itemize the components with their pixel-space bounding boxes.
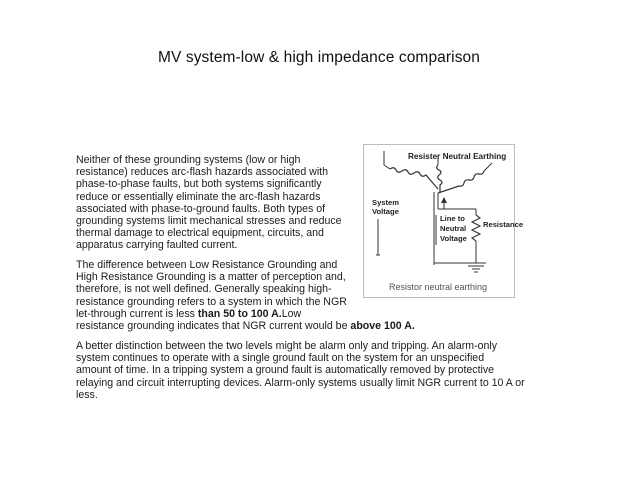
winding-coil-left [390, 168, 438, 189]
winding-coil-right [438, 171, 484, 193]
paragraph3-line: system continues to operate with a single ground fault on the system for an unspecified [76, 352, 485, 365]
bold-current-threshold: above 100 A. [350, 320, 415, 333]
text-run: resistance grounding indicates that NGR current would be [76, 320, 351, 333]
system-voltage-label: System [372, 198, 400, 207]
paragraph2-line [76, 320, 415, 333]
resistor-symbol [472, 215, 480, 241]
phase-line [384, 165, 390, 169]
system-voltage-label: Voltage [372, 207, 399, 216]
text-run: Low [281, 307, 302, 320]
paragraph3-line: amount of time. In a tripping system a ground fault is automatically removed by protective [76, 364, 495, 377]
paragraph2-line [76, 308, 376, 320]
text-run: let-through current is less [76, 307, 198, 320]
paragraph3-line: less. [76, 388, 98, 401]
paragraph2-line: therefore, is not well defined. Generally speaking high- [76, 283, 332, 296]
resistance-label: Resistance [483, 220, 524, 229]
diagram-heading: Resister Neutral Earthing [408, 152, 507, 161]
phase-line [484, 163, 492, 171]
paragraph1-line: reduce or essentially eliminate the arc-flash hazards [76, 190, 321, 203]
bold-current-threshold: than 50 to 100 A. [197, 307, 282, 320]
paragraph3-line: relaying and circuit interrupting devices. Alarm-only systems usually limit NGR current to 10 A or [76, 376, 525, 389]
paragraph2-line: High Resistance Grounding is a matter of perception and, [76, 271, 346, 284]
figure-caption: Resistor neutral earthing [388, 282, 488, 292]
paragraph2-line: resistance grounding refers to a system in which the NGR [76, 295, 347, 308]
paragraph-low-vs-high-resistance [76, 259, 415, 333]
paragraph1-line: grounding systems limit mechanical stresses and reduce [76, 215, 342, 228]
paragraph1-line: Neither of these grounding systems (low or high [76, 154, 301, 166]
circuit-diagram [364, 145, 524, 297]
resistor-neutral-earthing-diagram [363, 144, 524, 298]
paragraph2-line: The difference between Low Resistance Grounding and [76, 259, 338, 271]
paragraph1-line: resistance) reduces arc-flash hazards associated with [76, 166, 329, 179]
paragraph-alarm-vs-tripping [76, 340, 546, 401]
paragraph1-line: apparatus carrying faulted current. [76, 239, 238, 252]
line-to-neutral-label: Line to [440, 214, 465, 223]
slide-title: MV system-low & high impedance comparison [158, 49, 480, 66]
line-to-neutral-label: Neutral [440, 224, 467, 233]
paragraph1-line: phase-to-phase faults, but both systems significantly [76, 178, 322, 191]
paragraph1-line: thermal damage to electrical equipment, circuits, and [76, 227, 324, 240]
arrow-up-icon [441, 197, 447, 203]
line-to-neutral-label: Voltage [440, 234, 467, 243]
paragraph-grounding-systems [76, 154, 366, 252]
paragraph1-line: associated with phase-to-ground faults. Both types of [76, 202, 326, 215]
paragraph3-line: A better distinction between the two levels might be alarm only and tripping. An alarm-only [76, 340, 498, 352]
